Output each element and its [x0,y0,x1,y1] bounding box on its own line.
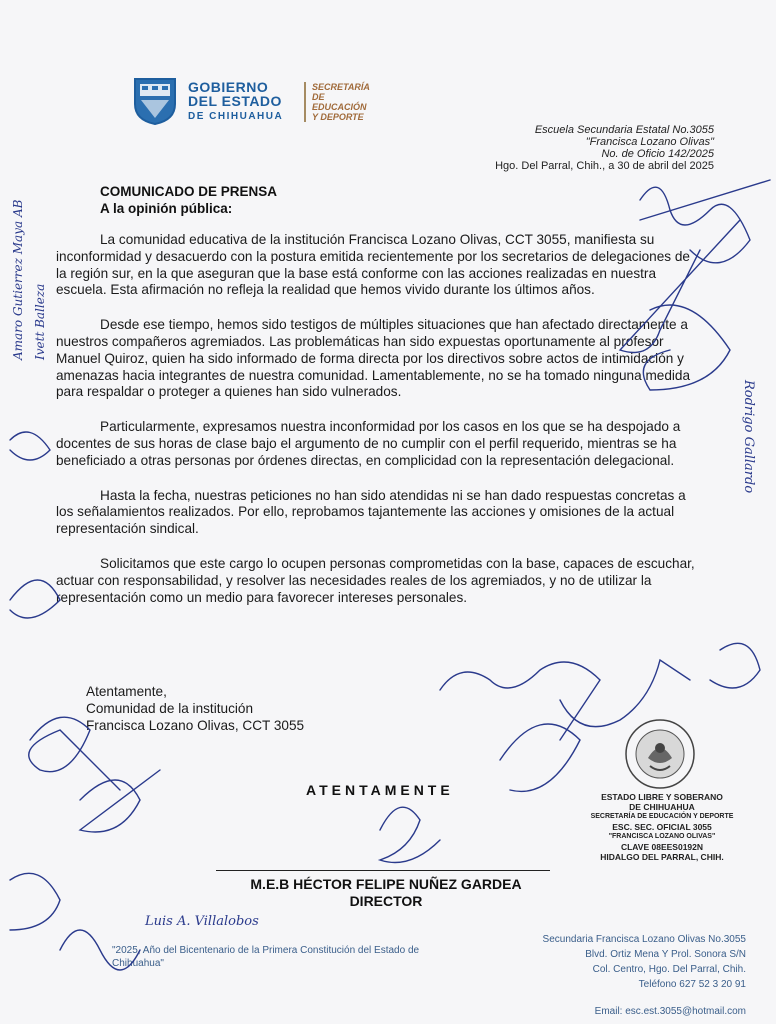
signature-scribble [710,643,760,688]
school-name-line: "Francisca Lozano Olivas" [585,136,714,148]
closing-line: Comunidad de la institución [86,701,254,716]
body-text [56,232,696,624]
address-line: Secundaria Francisca Lozano Olivas No.3055 [542,934,746,945]
paragraph: La comunidad educativa de la institución Francisca Lozano Olivas, CCT 3055, manifiesta su inconformidad y desacuerdo con la postura emitida recientemente por los secretarios de delegaciones de la región sur, en la que aseguran que la base está conforme con las acciones realizadas en nuestra escuela. Esta afirmación no refleja la realidad que hemos vivido durante los últimos años. [56,232,690,298]
seal-line: "FRANCISCA LOZANO OLIVAS" [608,833,716,840]
handwritten-name-balleza: Ivett Balleza [33,283,47,360]
signature-scribble [10,873,60,930]
address-line: Blvd. Ortiz Mena Y Prol. Sonora S/N [585,949,746,960]
seal-line: ESTADO LIBRE Y SOBERANO [601,792,723,802]
reference-block [495,124,714,172]
paragraph: Hasta la fecha, nuestras peticiones no han sido atendidas ni se han dado respuestas concretas a los señalamientos realizados. Por ello, reprobamos tajantemente las acciones y omisiones de la actual representación sindical. [56,487,686,537]
signature-scribble [80,770,160,832]
closing-line: Francisca Lozano Olivas, CCT 3055 [86,718,305,733]
signature-scribble [500,724,580,791]
document-title: COMUNICADO DE PRENSA [100,184,278,199]
signatory-name: M.E.B HÉCTOR FELIPE NUÑEZ GARDEA [250,876,522,892]
seal-line: CLAVE 08EES0192N [620,842,704,852]
signature-scribble [440,662,600,740]
press-release-heading [100,183,277,217]
signatory-block [226,876,546,910]
school-line: Escuela Secundaria Estatal No.3055 [534,124,714,136]
handwritten-name-villalobos: Luis A. Villalobos [145,914,259,929]
handwritten-name-gutierrez: Amaro Gutierrez Maya AB [11,199,25,360]
signature-scribble [10,432,50,460]
seal-text [588,792,736,862]
government-logo [132,76,380,128]
handwritten-name-gallardo: Rodrigo Gallardo [741,380,756,494]
secretaria-name: SECRETARÍA DE EDUCACIÓN Y DEPORTE [312,82,370,122]
atentamente-label: ATENTAMENTE [306,782,454,798]
seal-line: ESC. SEC. OFICIAL 3055 [612,822,712,832]
signature-scribble [640,180,770,220]
signatory-title: DIRECTOR [349,893,423,909]
phone-line: Teléfono 627 52 3 20 91 [638,979,746,990]
logo-divider [304,82,306,122]
paragraph: Desde ese tiempo, hemos sido testigos de múltiples situaciones que han afectado directamente a nuestros compañeros agremiados. Las problemáticas han sido expuestas oportunamente al profesor Manuel Quiroz, quien ha sido informado de forma directa por los directivos sobre actos de intimidación y amenazas hacia integrantes de nuestra comunidad. Lamentablemente, no se ha tomado ninguna medida para respaldar o proteger a quienes han sido vulnerados. [56,317,691,400]
state-shield-icon [132,76,178,126]
signature-scribble [560,660,690,727]
paragraph: Particularmente, expresamos nuestra inconformidad por los casos en los que se ha despojado a docentes de sus horas de clase bajo el argumento de no cumplir con el perfil requerido, mientras se ha beneficiado a otras personas por órdenes directas, en complicidad con la representación delegacional. [56,419,681,468]
official-seal-icon [624,718,696,790]
address-line: Col. Centro, Hgo. Del Parral, Chih. [592,964,746,975]
footer-address [543,932,746,1019]
signature-scribble [10,580,60,618]
seal-line: SECRETARÍA DE EDUCACIÓN Y DEPORTE [590,813,734,820]
closing-block [86,683,304,734]
oficio-number: No. de Oficio 142/2025 [601,148,714,160]
addressee: A la opinión pública: [100,201,233,216]
signature-line [216,870,550,871]
seal-line: HIDALGO DEL PARRAL, CHIH. [600,852,724,862]
paragraph: Solicitamos que este cargo lo ocupen personas comprometidas con la base, capaces de escuchar, actuar con responsabilidad, y resolver las necesidades reales de los agremiados, y no de utilizar la representación como un medio para favorecer intereses personales. [56,555,695,605]
place-date: Hgo. Del Parral, Chih., a 30 de abril del 2025 [495,160,714,172]
closing-line: Atentamente, [86,684,167,699]
government-name: GOBIERNO DEL ESTADO DE CHIHUAHUA [188,79,284,122]
email-line: Email: esc.est.3055@hotmail.com [594,1006,746,1017]
footer-motto: "2025, Año del Bicentenario de la Primera Constitución del Estado de Chihuahua" [112,945,420,969]
signature-scribble [380,807,440,862]
seal-line: DE CHIHUAHUA [629,802,695,812]
